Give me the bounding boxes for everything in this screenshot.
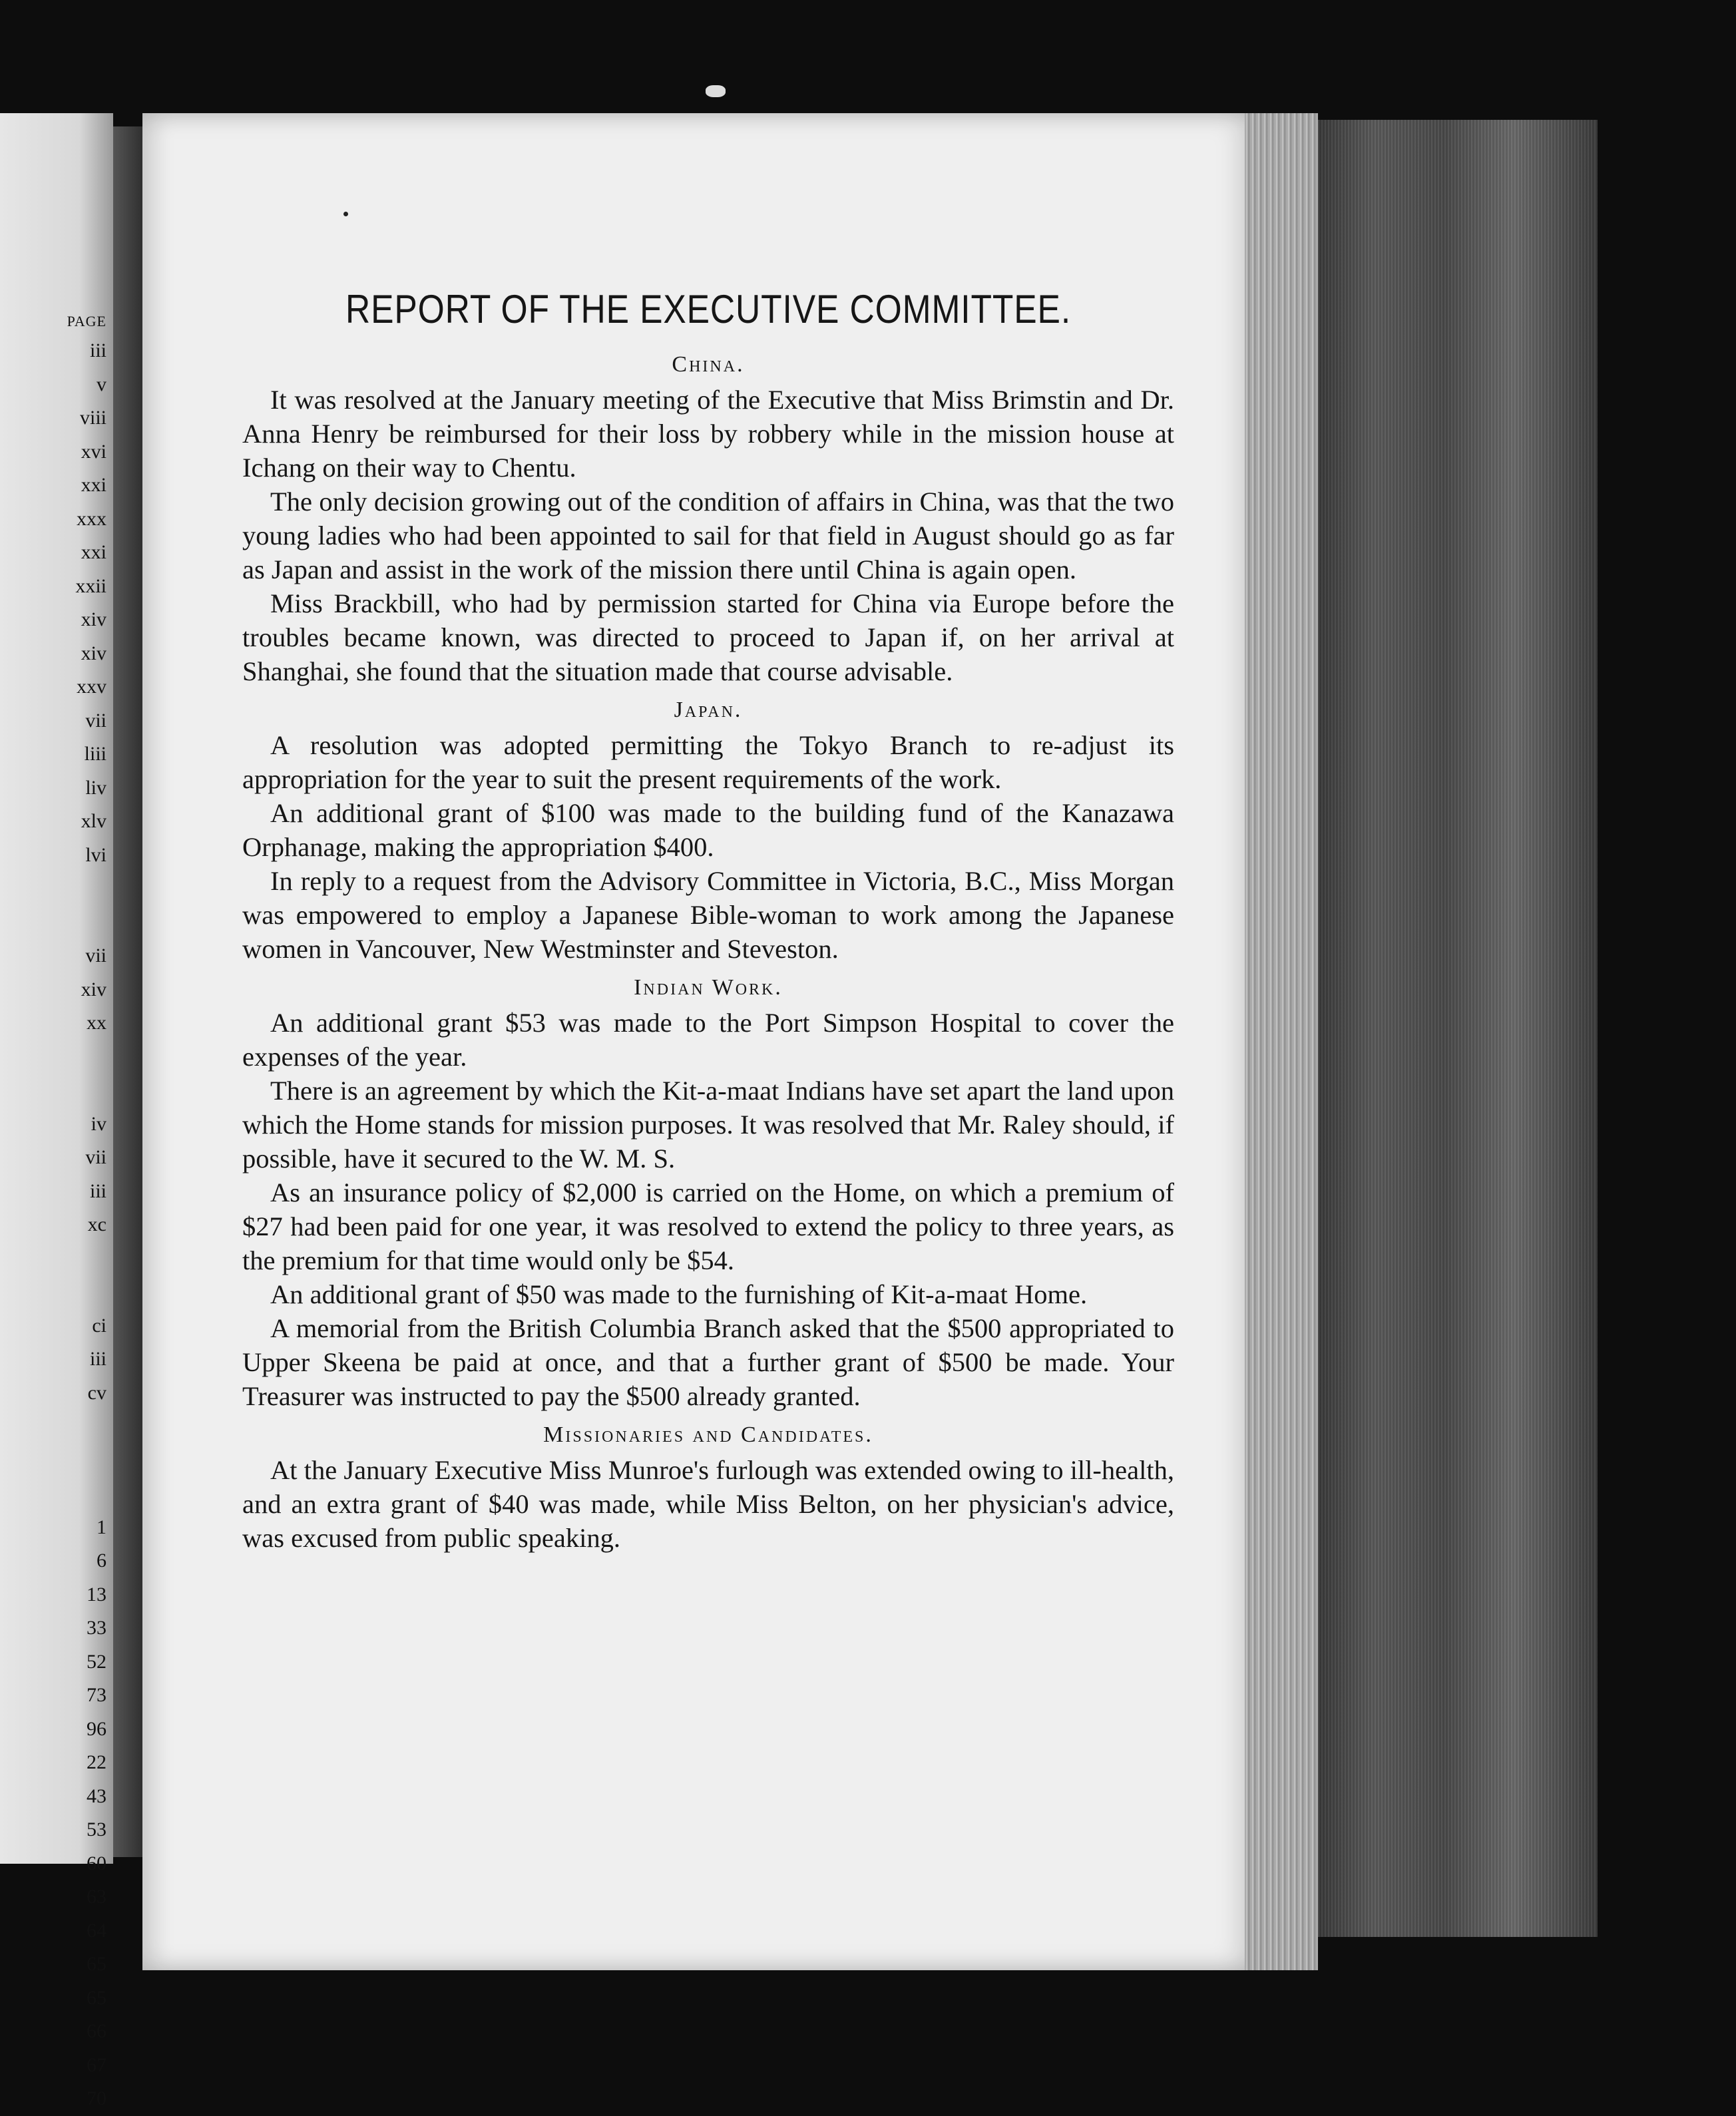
paragraph: As an insurance policy of $2,000 is carried on the Home, on which a premium of $27 had been paid for one year, it was resolved to extend the policy to three years, as the premium for that time would only be $54. (242, 1177, 1174, 1275)
left-page-number: 6 (97, 1550, 107, 1572)
left-page-number: 64 (87, 1919, 107, 1942)
left-page-number: v (97, 373, 107, 395)
left-page-number: xlv (81, 810, 107, 832)
section-heading: China. (672, 352, 745, 377)
left-page-number (0, 1040, 107, 1074)
left-page-number (0, 1242, 107, 1276)
left-page-number: 33 (87, 1617, 107, 1639)
section-heading: Indian Work. (634, 975, 783, 1000)
left-page-number: vii (85, 945, 107, 966)
left-page-number: 1 (97, 1516, 107, 1538)
left-page-number: vii (85, 1146, 107, 1168)
left-page-number: xxi (81, 541, 107, 563)
book-fore-edge (1318, 120, 1598, 1937)
page-edge-shadow (1245, 113, 1318, 1970)
left-page-number: iii (89, 1348, 107, 1370)
section-china (242, 352, 1174, 688)
left-page-number: iv (91, 1112, 107, 1135)
paragraph: An additional grant of $50 was made to the furnishing of Kit-a-maat Home. (270, 1279, 1088, 1309)
paragraph: There is an agreement by which the Kit-a-maat Indians have set apart the land upon which the Home stands for mission purposes. It was resolved that Mr. Raley should, if possible, have it secured to the W. M. S. (242, 1076, 1174, 1173)
paragraph: Miss Brackbill, who had by permission started for China via Europe before the troubles became known, was directed to proceed to Japan if, on her arrival at Shanghai, she found that the situation made that course advisable. (242, 588, 1174, 686)
paragraph: A resolution was adopted permitting the Tokyo Branch to re-adjust its appropriation for the year to suit the present requirements of the work. (242, 730, 1174, 794)
left-page-number: liii (84, 743, 107, 765)
left-page-number: xxv (77, 676, 107, 698)
left-page-number: viii (79, 407, 107, 429)
left-page-number (0, 1444, 107, 1478)
left-page-number: 67 (87, 2053, 107, 2076)
left-page-number (0, 872, 107, 906)
document-title: REPORT OF THE EXECUTIVE COMMITTEE. (345, 287, 1072, 331)
paragraph: An additional grant of $100 was made to the building fund of the Kanazawa Orphanage, making the appropriation $400. (242, 798, 1174, 862)
left-page-number: ci (92, 1314, 107, 1337)
left-page-number (0, 1410, 107, 1444)
left-page-number: xx (87, 1012, 107, 1034)
left-page-number: 96 (87, 1717, 107, 1740)
left-page-number: 22 (87, 1751, 107, 1773)
section-japan (242, 698, 1174, 966)
left-page-number: 65 (87, 1986, 107, 2009)
left-page-number (0, 906, 107, 940)
speck (343, 212, 348, 216)
left-page-number: 63 (87, 1886, 107, 1908)
paragraph: A memorial from the British Columbia Branch asked that the $500 appropriated to Upper Skeena be paid at once, and that a further grant of $500 be made. Your Treasurer was instructed to pay the $500 already granted. (242, 1313, 1174, 1411)
left-page-number (0, 1074, 107, 1108)
paragraph: It was resolved at the January meeting of the Executive that Miss Brimstin and Dr. Anna Henry be reimbursed for their loss by robbery while in the mission house at Ichang on their way to Chentu. (242, 385, 1174, 483)
left-page-number: 66 (87, 2020, 107, 2042)
left-page-number (0, 1275, 107, 1309)
section-heading: Missionaries and Candidates. (543, 1422, 873, 1447)
left-page-number: iii (89, 1179, 107, 1202)
section-indian-work (242, 975, 1174, 1413)
left-page-number: 70 (87, 2087, 107, 2109)
left-page-number: xiv (81, 642, 107, 664)
left-page-number: 52 (87, 1650, 107, 1673)
left-page-number: cv (87, 1381, 107, 1404)
paragraph: In reply to a request from the Advisory Committee in Victoria, B.C., Miss Morgan was empowered to employ a Japanese Bible-woman to work among the Japanese women in Vancouver, New Westminster and Steveston. (242, 866, 1174, 964)
speck (706, 85, 726, 97)
left-page-number: 13 (87, 1583, 107, 1605)
left-page-header: PAGE (67, 313, 107, 329)
left-page-number: xxi (81, 474, 107, 496)
left-page-number: xxx (77, 507, 107, 530)
left-page-number-column (0, 313, 107, 2116)
left-page-number: xiv (81, 978, 107, 1000)
left-page-number: xxii (75, 574, 107, 597)
left-page-number: liv (85, 776, 107, 799)
left-page-number: xc (87, 1213, 107, 1235)
section-heading: Japan. (674, 698, 743, 722)
section-missionaries-and-candidates (242, 1422, 1174, 1555)
paragraph: At the January Executive Miss Munroe's furlough was extended owing to ill-health, and an extra grant of $40 was made, while Miss Belton, on her physician's advice, was excused from public speaking. (242, 1455, 1174, 1553)
left-page-number: iii (89, 339, 107, 361)
left-page-number: 53 (87, 1818, 107, 1840)
left-page-number: lvi (85, 843, 107, 866)
left-page-number: vii (85, 709, 107, 732)
left-page-number: 43 (87, 1785, 107, 1807)
left-page-number: xiv (81, 608, 107, 630)
paragraph: The only decision growing out of the condition of affairs in China, was that the two young ladies who had been appointed to sail for that field in August should go as far as Japan and assist in the work of the mission there until China is again open. (242, 487, 1174, 584)
left-page-number: xvi (81, 440, 107, 463)
left-page-number: 65 (87, 1953, 107, 1975)
document-body (242, 286, 1174, 1564)
left-page-number (0, 1477, 107, 1511)
left-page-number: 60 (87, 1852, 107, 1874)
left-page-number: 73 (87, 1684, 107, 1706)
paragraph: An additional grant $53 was made to the Port Simpson Hospital to cover the expenses of the year. (242, 1008, 1174, 1072)
